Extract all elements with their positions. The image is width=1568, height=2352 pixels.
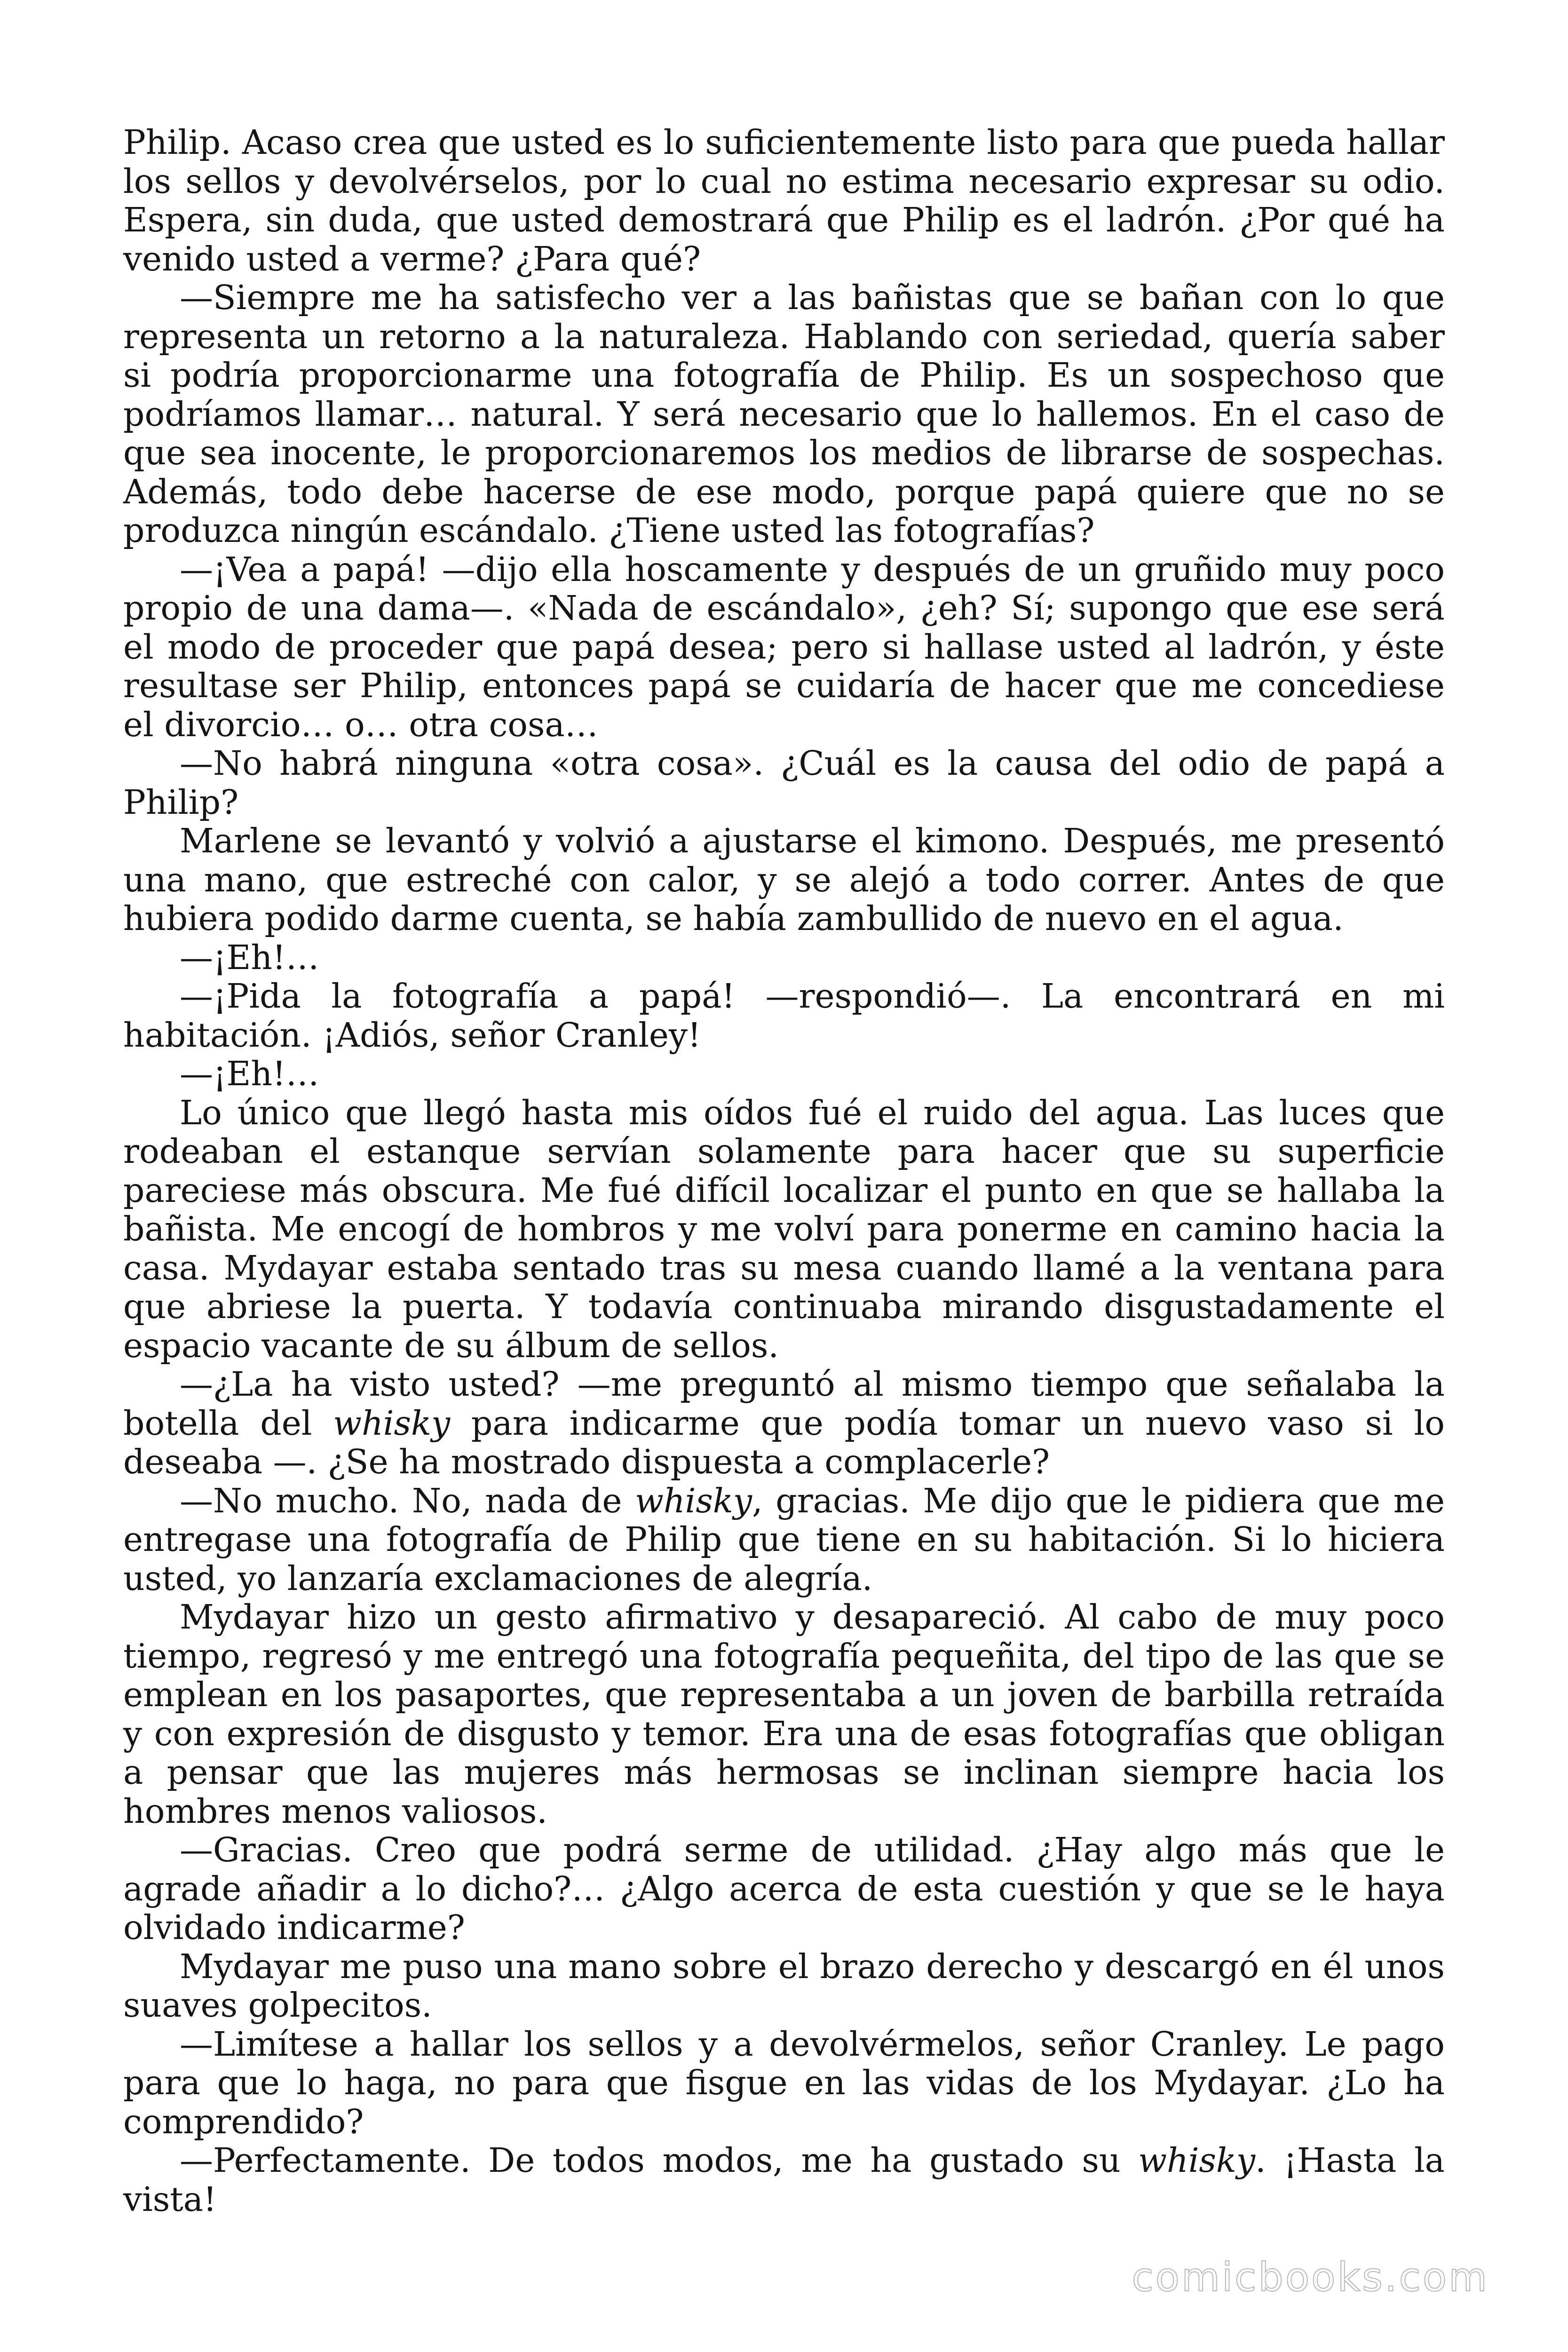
italic-word: whisky <box>1138 2141 1255 2180</box>
paragraph: —No habrá ninguna «otra cosa». ¿Cuál es la causa del odio de papá a Philip? <box>123 744 1445 822</box>
paragraph: Marlene se levantó y volvió a ajustarse el kimono. Después, me presentó una mano, que estreché con calor, y se alejó a todo correr. Antes de que hubiera podido darme cuenta, se había zambullido de nuevo en el agua. <box>123 821 1445 938</box>
paragraph: —Siempre me ha satisfecho ver a las bañistas que se bañan con lo que representa un retorno a la naturaleza. Hablando con seriedad, quería saber si podría proporcionarme una fotografía de Philip. Es un sospechoso que podríamos llamar… natural. Y será necesario que lo hallemos. En el caso de que sea inocente, le proporcionaremos los medios de librarse de sospechas. Además, todo debe hacerse de ese modo, porque papá quiere que no se produzca ningún escándalo. ¿Tiene usted las fotografías? <box>123 278 1445 550</box>
paragraph: —¡Vea a papá! —dijo ella hoscamente y después de un gruñido muy poco propio de una dama—. «Nada de escándalo», ¿eh? Sí; supongo que ese será el modo de proceder que papá desea; pero si hallase usted al ladrón, y éste resultase ser Philip, entonces papá se cuidaría de hacer que me concediese el divorcio… o… otra cosa… <box>123 549 1445 744</box>
italic-word: whisky <box>333 1403 451 1443</box>
paragraph: Lo único que llegó hasta mis oídos fué el ruido del agua. Las luces que rodeaban el estanque servían solamente para hacer que su superficie pareciese más obscura. Me fué difícil localizar el punto en que se hallaba la bañista. Me encogí de hombros y me volví para ponerme en camino hacia la casa. Mydayar estaba sentado tras su mesa cuando llamé a la ventana para que abriese la puerta. Y todavía continuaba mirando disgustadamente el espacio vacante de su álbum de sellos. <box>123 1093 1445 1365</box>
paragraph: —¡Eh!… <box>180 938 319 977</box>
italic-word: whisky <box>635 1481 752 1520</box>
watermark: comicbooks.com <box>1132 2254 1489 2300</box>
paragraph: —Perfectamente. De todos modos, me ha gustado su whisky. ¡Hasta la vista! <box>123 2141 1445 2219</box>
paragraph: —Gracias. Creo que podrá serme de utilidad. ¿Hay algo más que le agrade añadir a lo dicho?… ¿Algo acerca de esta cuestión y que se le haya olvidado indicarme? <box>123 1830 1445 1947</box>
paragraph: Philip. Acaso crea que usted es lo suficientemente listo para que pueda hallar los sellos y devolvérselos, por lo cual no estima necesario expresar su odio. Espera, sin duda, que usted demostrará que Philip es el ladrón. ¿Por qué ha venido usted a verme? ¿Para qué? <box>123 123 1445 278</box>
paragraph: Mydayar me puso una mano sobre el brazo derecho y descargó en él unos suaves golpecitos. <box>123 1947 1445 2025</box>
paragraph: —¡Pida la fotografía a papá! —respondió—. La encontrará en mi habitación. ¡Adiós, señor Cranley! <box>123 977 1445 1055</box>
body-text <box>123 123 1445 2219</box>
paragraph: —Limítese a hallar los sellos y a devolvérmelos, señor Cranley. Le pago para que lo haga, no para que fisgue en las vidas de los Mydayar. ¿Lo ha comprendido? <box>123 2024 1445 2141</box>
paragraph: —¿La ha visto usted? —me preguntó al mismo tiempo que señalaba la botella del whisky para indicarme que podía tomar un nuevo vaso si lo deseaba —. ¿Se ha mostrado dispuesta a complacerle? <box>123 1365 1445 1481</box>
paragraph: —¡Eh!… <box>180 1054 319 1093</box>
paragraph: —No mucho. No, nada de whisky, gracias. Me dijo que le pidiera que me entregase una fotografía de Philip que tiene en su habitación. Si lo hiciera usted, yo lanzaría exclamaciones de alegría. <box>123 1481 1445 1598</box>
paragraph: Mydayar hizo un gesto afirmativo y desapareció. Al cabo de muy poco tiempo, regresó y me entregó una fotografía pequeñita, del tipo de las que se emplean en los pasaportes, que representaba a un joven de barbilla retraída y con expresión de disgusto y temor. Era una de esas fotografías que obligan a pensar que las mujeres más hermosas se inclinan siempre hacia los hombres menos valiosos. <box>123 1597 1445 1831</box>
